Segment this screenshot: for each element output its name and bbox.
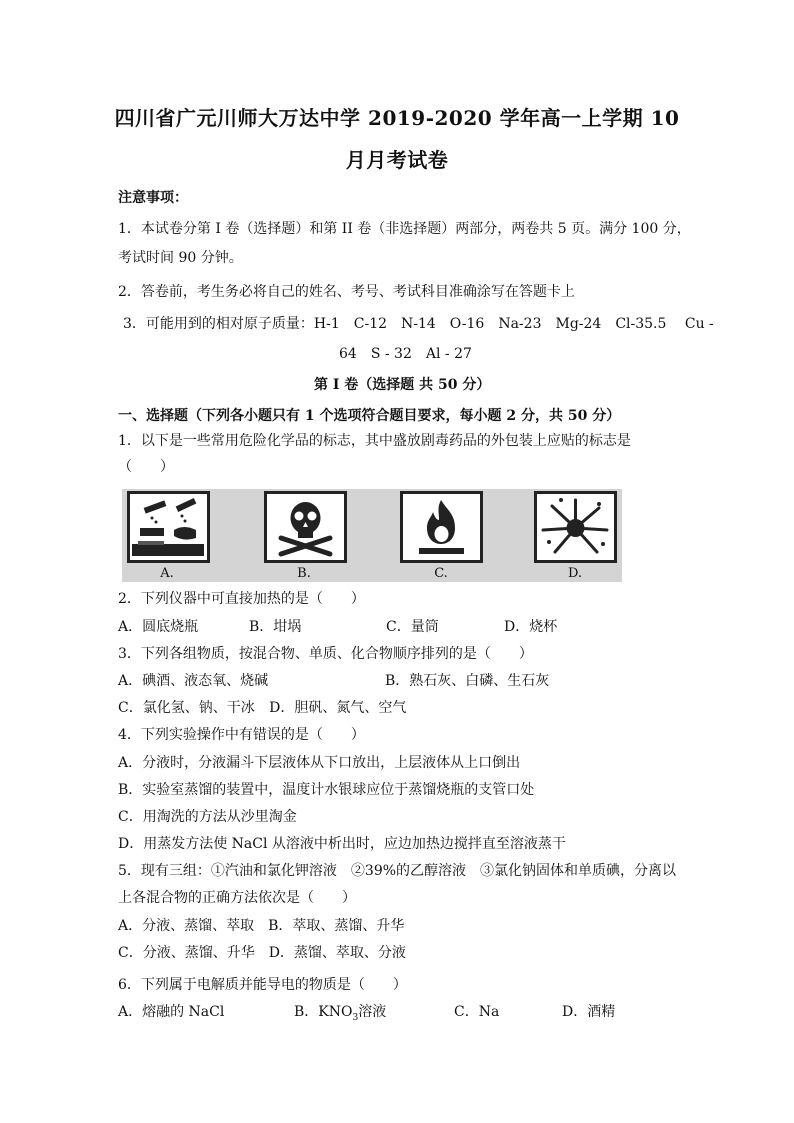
notes-heading: 注意事项：	[118, 190, 188, 206]
page-title-line1: 四川省广元川师大万达中学 2019-2020 学年高一上学期 10	[114, 106, 680, 130]
sign-label-d: D.	[567, 566, 583, 581]
corrosive-sign-icon	[127, 491, 210, 563]
page-title-line2: 月月考试卷	[345, 148, 449, 172]
q5-stem-a: 5．现有三组：①汽油和氯化钾溶液 ②39%的乙醇溶液 ③氯化钠固体和单质碘，分离以	[118, 863, 677, 879]
q3-option-b: B．熟石灰、白磷、生石灰	[385, 673, 550, 689]
explosive-sign-icon	[534, 491, 617, 563]
q3-stem: 3．下列各组物质，按混合物、单质、化合物顺序排列的是（ ）	[118, 646, 533, 662]
q2-option-a: A．圆底烧瓶	[118, 619, 199, 635]
sign-label-c: C.	[434, 566, 448, 581]
sign-label-a: A.	[160, 566, 174, 581]
note-2: 2．答卷前，考生务必将自己的姓名、考号、考试科目准确涂写在答题卡上	[118, 284, 575, 300]
q6-option-d: D．酒精	[562, 1004, 616, 1020]
q2-stem: 2．下列仪器中可直接加热的是（ ）	[118, 591, 365, 607]
q1-stem-a: 1．以下是一些常用危险化学品的标志，其中盛放剧毒药品的外包装上应贴的标志是	[118, 433, 631, 449]
q6-stem: 6．下列属于电解质并能导电的物质是（ ）	[118, 977, 407, 993]
q6-option-b-subscript: 3	[352, 1012, 359, 1023]
q4-option-d: D．用蒸发方法使 NaCl 从溶液中析出时，应边加热边搅拌直至溶液蒸干	[118, 836, 566, 852]
q5-options-ab: A．分液、蒸馏、萃取 B．萃取、蒸馏、升华	[118, 918, 405, 934]
note-3b: 64 S - 32 Al - 27	[339, 346, 472, 362]
flammable-flame-sign-icon	[400, 491, 483, 563]
q4-option-b: B．实验室蒸馏的装置中，温度计水银球应位于蒸馏烧瓶的支管口处	[118, 782, 535, 798]
q6-option-a: A．熔融的 NaCl	[118, 1004, 225, 1020]
q6-option-b-suffix: 溶液	[358, 1004, 387, 1020]
q4-option-a: A．分液时，分液漏斗下层液体从下口放出，上层液体从上口倒出	[118, 755, 521, 771]
q3-option-c: C．氯化氢、钠、干冰	[118, 700, 255, 716]
section-subheading: 一、选择题（下列各小题只有 1 个选项符合题目要求，每小题 2 分，共 50 分）	[118, 408, 621, 424]
sign-label-b: B.	[297, 566, 311, 581]
q6-option-c: C．Na	[454, 1004, 500, 1020]
q1-stem-b: （ ）	[118, 459, 174, 475]
q2-option-d: D．烧杯	[504, 619, 558, 635]
q3-options-cd	[118, 697, 406, 717]
note-3a: 3．可能用到的相对原子质量：H-1 C-12 N-14 O-16 Na-23 Mg-24 Cl-35.5 Cu -	[123, 316, 714, 332]
q6-option-b	[294, 1001, 386, 1023]
q2-option-c: C．量筒	[386, 619, 439, 635]
q2-option-b: B．坩埚	[249, 619, 302, 635]
note-1a: 1．本试卷分第 I 卷（选择题）和第 II 卷（非选择题）两部分，两卷共 5 页。满分 100 分，	[118, 221, 691, 237]
section-heading: 第 I 卷（选择题 共 50 分）	[314, 377, 491, 393]
note-1b: 考试时间 90 分钟。	[118, 250, 243, 266]
q4-stem: 4．下列实验操作中有错误的是（ ）	[118, 727, 365, 743]
q4-option-c: C．用淘洗的方法从沙里淘金	[118, 809, 297, 825]
q6-option-b-text: B．KNO	[294, 1004, 353, 1020]
q3-option-d: D．胆矾、氮气、空气	[269, 700, 407, 716]
hazard-signs-image	[122, 489, 622, 582]
q5-stem-b: 上各混合物的正确方法依次是（ ）	[118, 890, 356, 906]
q5-options-cd: C．分液、蒸馏、升华 D．蒸馏、萃取、分液	[118, 945, 406, 961]
q3-option-a: A．碘酒、液态氧、烧碱	[118, 673, 269, 689]
toxic-skull-sign-icon	[264, 491, 347, 563]
